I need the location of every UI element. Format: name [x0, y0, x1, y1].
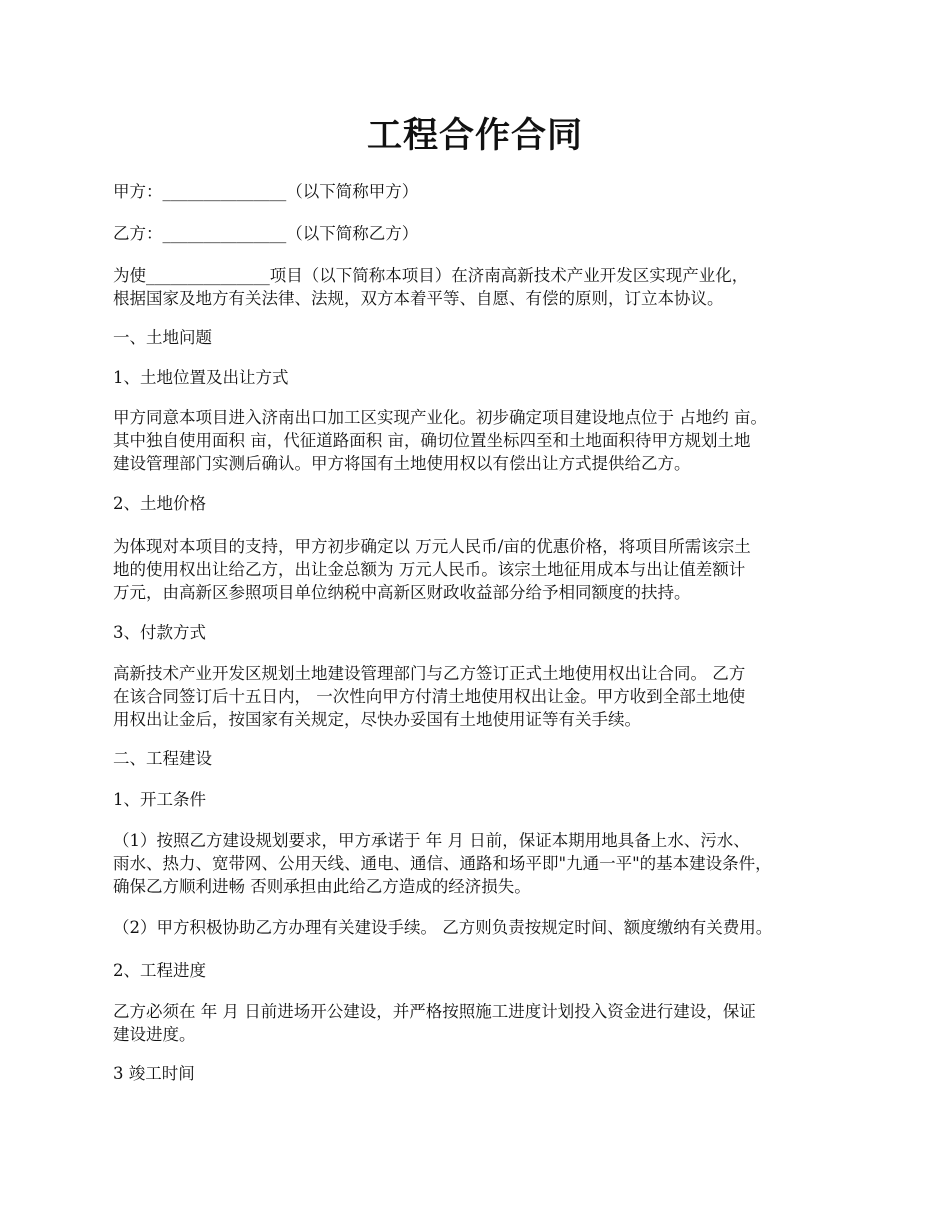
text-line: 在该合同签订后十五日内， 一次性向甲方付清土地使用权出让金。甲方收到全部土地使	[113, 687, 746, 706]
text-line: 3 竣工时间	[113, 1064, 195, 1083]
text-line: 2、工程进度	[113, 961, 206, 980]
text-line: 乙方必须在 年 月 日前进场开公建设，并严格按照施工进度计划投入资金进行建设，保证	[113, 1002, 756, 1021]
text-line: 为体现对本项目的支持，甲方初步确定以 万元人民币/亩的优惠价格，将项目所需该宗土	[113, 537, 751, 556]
text-line: 3、付款方式	[113, 623, 206, 642]
subsection-heading	[113, 366, 853, 389]
subsection-heading	[113, 621, 853, 644]
text-line: 确保乙方顺利进畅 否则承担由此给乙方造成的经济损失。	[113, 877, 531, 896]
paragraph-preamble	[113, 264, 853, 310]
paragraph-payment	[113, 662, 853, 731]
document-title: 工程合作合同	[366, 115, 583, 156]
paragraph-party-a	[113, 180, 853, 203]
text-line: 1、开工条件	[113, 790, 206, 809]
text-line: 根据国家及地方有关法律、法规，双方本着平等、自愿、有偿的原则，订立本协议。	[113, 289, 724, 308]
subsection-heading	[113, 492, 853, 515]
paragraph-progress	[113, 1000, 853, 1046]
text-line: 建设管理部门实测后确认。甲方将国有土地使用权以有偿出让方式提供给乙方。	[113, 454, 691, 473]
paragraph-land-price	[113, 535, 853, 604]
text-line: 二、工程建设	[113, 749, 212, 768]
paragraph-land-location	[113, 406, 853, 475]
text-line: 地的使用权出让给乙方，出让金总额为 万元人民币。该宗土地征用成本与出让值差额计	[113, 560, 746, 579]
text-line: （1）按照乙方建设规划要求，甲方承诺于 年 月 日前，保证本期用地具备上水、污水、	[113, 831, 750, 850]
text-line: 2、土地价格	[113, 494, 206, 513]
subsection-heading	[113, 959, 853, 982]
section-heading	[113, 747, 853, 770]
paragraph-party-b	[113, 222, 853, 245]
text-line: （2）甲方积极协助乙方办理有关建设手续。 乙方则负责按规定时间、额度缴纳有关费用。	[113, 918, 773, 937]
text-line: 1、土地位置及出让方式	[113, 368, 289, 387]
text-line: 雨水、热力、宽带网、公用天线、通电、通信、通路和场平即"九通一平"的基本建设条件，	[113, 854, 772, 873]
text-line: 其中独自使用面积 亩，代征道路面积 亩，确切位置坐标四至和土地面积待甲方规划土地	[113, 431, 751, 450]
text-line: 甲方同意本项目进入济南出口加工区实现产业化。初步确定项目建设地点位于 占地约 亩。	[113, 408, 767, 427]
text-line: 高新技术产业开发区规划土地建设管理部门与乙方签订正式土地使用权出让合同。 乙方	[113, 664, 746, 683]
text-line: 用权出让金后，按国家有关规定，尽快办妥国有土地使用证等有关手续。	[113, 710, 641, 729]
paragraph-assistance	[113, 916, 853, 939]
text-line: 一、土地问题	[113, 328, 212, 347]
paragraph-start-conditions	[113, 829, 853, 898]
subsection-heading	[113, 788, 853, 811]
text-line: 甲方：_______________（以下简称甲方）	[113, 182, 419, 201]
section-heading	[113, 326, 853, 349]
subsection-heading	[113, 1062, 853, 1085]
text-line: 万元，由高新区参照项目单位纳税中高新区财政收益部分给予相同额度的扶持。	[113, 583, 691, 602]
text-line: 乙方：_______________（以下简称乙方）	[113, 224, 419, 243]
text-line: 建设进度。	[113, 1025, 196, 1044]
text-line: 为使_______________项目（以下简称本项目）在济南高新技术产业开发区实现产业化，	[113, 266, 749, 285]
